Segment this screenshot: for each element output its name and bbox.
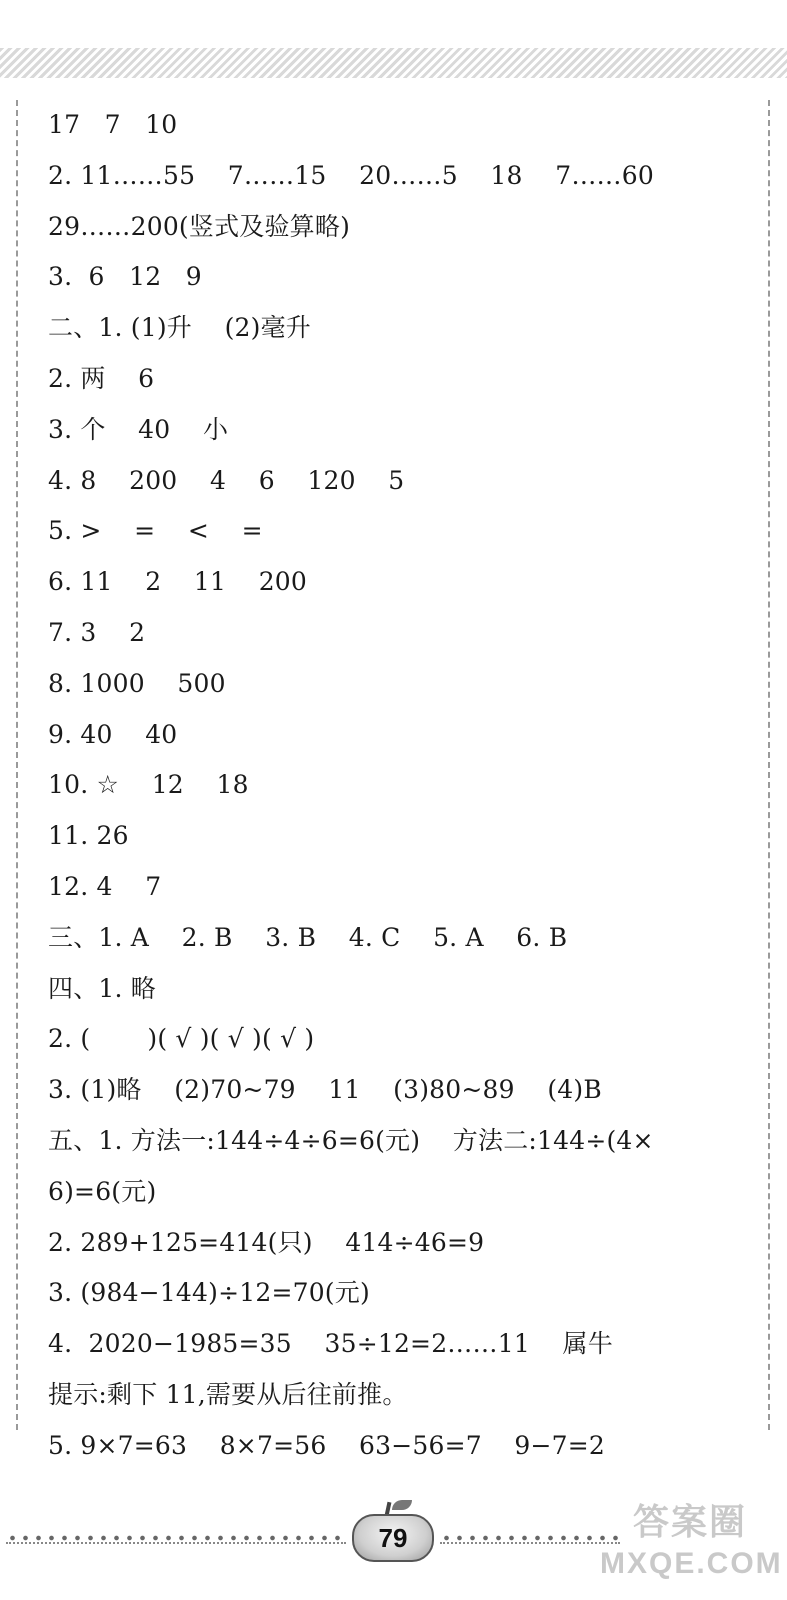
answer-line-27: 5. 9×7=63 8×7=56 63−56=7 9−7=2 xyxy=(48,1430,606,1460)
top-decorative-band xyxy=(0,48,787,82)
watermark-logo xyxy=(600,1500,783,1596)
answer-line-10: 6. 11 2 11 200 xyxy=(48,567,308,597)
answer-line-7: 3. 个 40 小 xyxy=(48,414,229,444)
answer-line-25: 4. 2020−1985=35 35÷12=2……11 属牛 xyxy=(48,1329,613,1359)
answer-line-15: 11. 26 xyxy=(48,821,129,851)
answer-line-6: 2. 两 6 xyxy=(48,363,155,393)
answer-line-2: 2. 11……55 7……15 20……5 18 7……60 xyxy=(48,160,654,190)
answer-line-1: 17 7 10 xyxy=(48,110,178,139)
answer-line-18: 四、1. 略 xyxy=(48,973,156,1003)
footer-dots-right xyxy=(440,1534,620,1542)
answer-line-5: 二、1. (1)升 (2)毫升 xyxy=(48,313,312,343)
answer-line-17: 三、1. A 2. B 3. B 4. C 5. A 6. B xyxy=(48,922,568,952)
left-dashed-border xyxy=(16,100,18,1430)
page-number-badge xyxy=(352,1514,434,1562)
footer-dots-left xyxy=(6,1534,346,1542)
answer-line-3: 29……200(竖式及验算略) xyxy=(48,211,351,241)
answer-line-8: 4. 8 200 4 6 120 5 xyxy=(48,465,405,495)
answer-line-14: 10. ☆ 12 18 xyxy=(48,770,249,800)
answer-line-20: 3. (1)略 (2)70~79 11 (3)80~89 (4)B xyxy=(48,1075,602,1105)
answer-line-21: 五、1. 方法一:144÷4÷6=6(元) 方法二:144÷(4× xyxy=(48,1125,654,1155)
answer-line-9: 5. > = < = xyxy=(48,516,263,546)
answer-line-26: 提示:剩下 11,需要从后往前推。 xyxy=(48,1379,408,1409)
answer-line-13: 9. 40 40 xyxy=(48,719,178,749)
footer-wave-right xyxy=(440,1542,620,1552)
apple-leaf-icon xyxy=(392,1500,412,1510)
right-dashed-border xyxy=(768,100,770,1430)
answer-line-24: 3. (984−144)÷12=70(元) xyxy=(48,1278,370,1308)
answer-line-4: 3. 6 12 9 xyxy=(48,262,202,292)
answer-line-12: 8. 1000 500 xyxy=(48,668,226,698)
answer-line-19: 2. ( )( √ )( √ )( √ ) xyxy=(48,1024,315,1054)
answer-line-16: 12. 4 7 xyxy=(48,871,162,901)
answer-content xyxy=(48,100,760,1472)
answer-line-22: 6)=6(元) xyxy=(48,1176,157,1206)
answer-line-23: 2. 289+125=414(只) 414÷46=9 xyxy=(48,1227,485,1257)
watermark-bottom-text: MXQE.COM xyxy=(600,1547,783,1580)
footer-wave-left xyxy=(6,1542,346,1552)
watermark-top-text: 答案圈 xyxy=(632,1501,747,1542)
page-number: 79 xyxy=(378,1522,408,1553)
answer-line-11: 7. 3 2 xyxy=(48,617,146,647)
